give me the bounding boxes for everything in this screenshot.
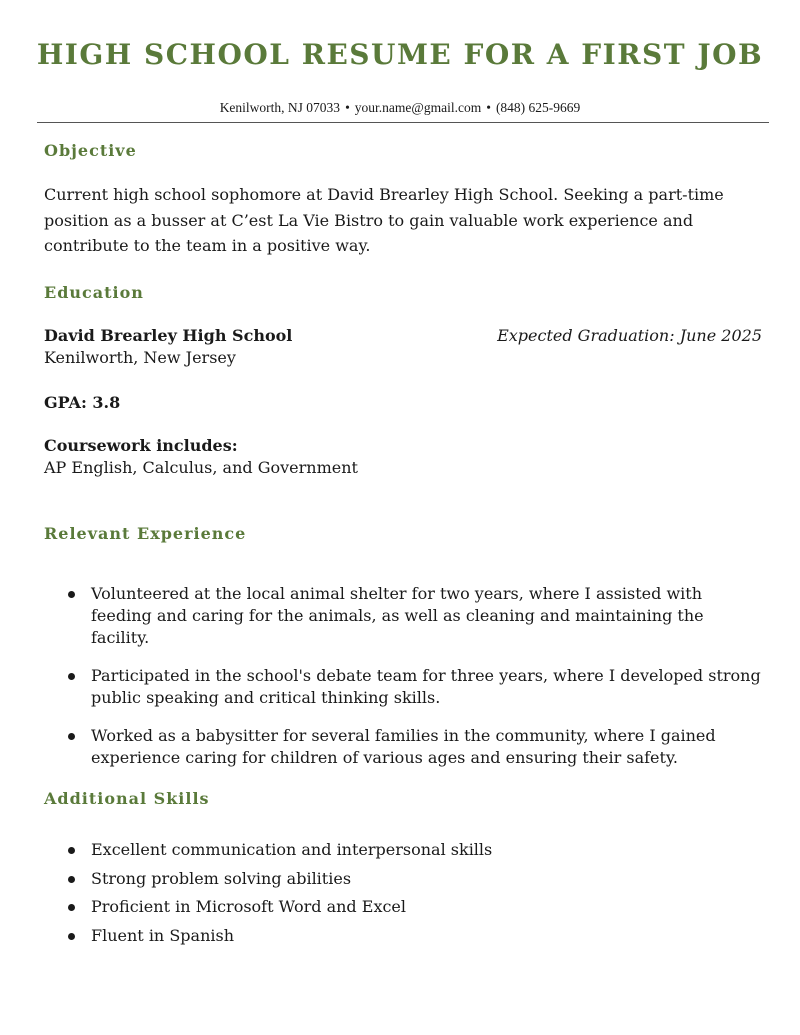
contact-separator: •: [345, 100, 350, 115]
list-item: [44, 583, 764, 649]
contact-separator: •: [486, 100, 491, 115]
experience-item-text: Volunteered at the local animal shelter for two years, where I assisted with feeding and caring for the animals, as well as cleaning and maintaining the facility.: [91, 584, 704, 647]
coursework-label: Coursework includes:: [44, 436, 238, 455]
header-divider: [37, 122, 769, 123]
bullet-icon: [68, 673, 75, 680]
bullet-icon: [68, 904, 75, 911]
bullet-icon: [68, 933, 75, 940]
skill-item-text: Proficient in Microsoft Word and Excel: [91, 897, 407, 916]
coursework-list: AP English, Calculus, and Government: [44, 458, 358, 477]
skills-heading: Additional Skills: [44, 789, 210, 808]
experience-list: [44, 583, 764, 785]
list-item: [44, 896, 764, 918]
contact-phone: (848) 625-9669: [495, 100, 581, 115]
bullet-icon: [68, 876, 75, 883]
list-item: [44, 725, 764, 769]
experience-item-text: Participated in the school's debate team for three years, where I developed strong public speaking and critical thinking skills.: [91, 666, 761, 707]
objective-heading: Objective: [44, 141, 137, 160]
bullet-icon: [68, 733, 75, 740]
gpa: GPA: 3.8: [44, 393, 121, 412]
skill-item-text: Excellent communication and interpersonal skills: [91, 840, 493, 859]
contact-email[interactable]: your.name@gmail.com: [354, 100, 482, 115]
education-heading: Education: [44, 283, 144, 302]
skill-item-text: Fluent in Spanish: [91, 925, 234, 945]
resume-title: HIGH SCHOOL RESUME FOR A FIRST JOB: [36, 38, 764, 71]
experience-heading: Relevant Experience: [44, 524, 247, 543]
bullet-icon: [68, 591, 75, 598]
skills-list: [44, 839, 764, 953]
contact-line: [0, 100, 800, 116]
school-name: David Brearley High School: [44, 326, 293, 345]
experience-item-text: Worked as a babysitter for several families in the community, where I gained experience caring for children of various ages and ensuring their safety.: [91, 726, 716, 767]
objective-text: Current high school sophomore at David Brearley High School. Seeking a part-time position as a busser at C’est La Vie Bistro to gain valuable work experience and contribute to the team in a positive way.: [44, 185, 724, 255]
list-item: [44, 665, 764, 709]
list-item: [44, 868, 764, 890]
bullet-icon: [68, 847, 75, 854]
graduation-date: Expected Graduation: June 2025: [497, 326, 762, 345]
list-item: [44, 925, 764, 947]
contact-location: Kenilworth, NJ 07033: [219, 100, 341, 115]
list-item: [44, 839, 764, 861]
school-location: Kenilworth, New Jersey: [44, 348, 236, 367]
skill-item-text: Strong problem solving abilities: [91, 868, 352, 888]
